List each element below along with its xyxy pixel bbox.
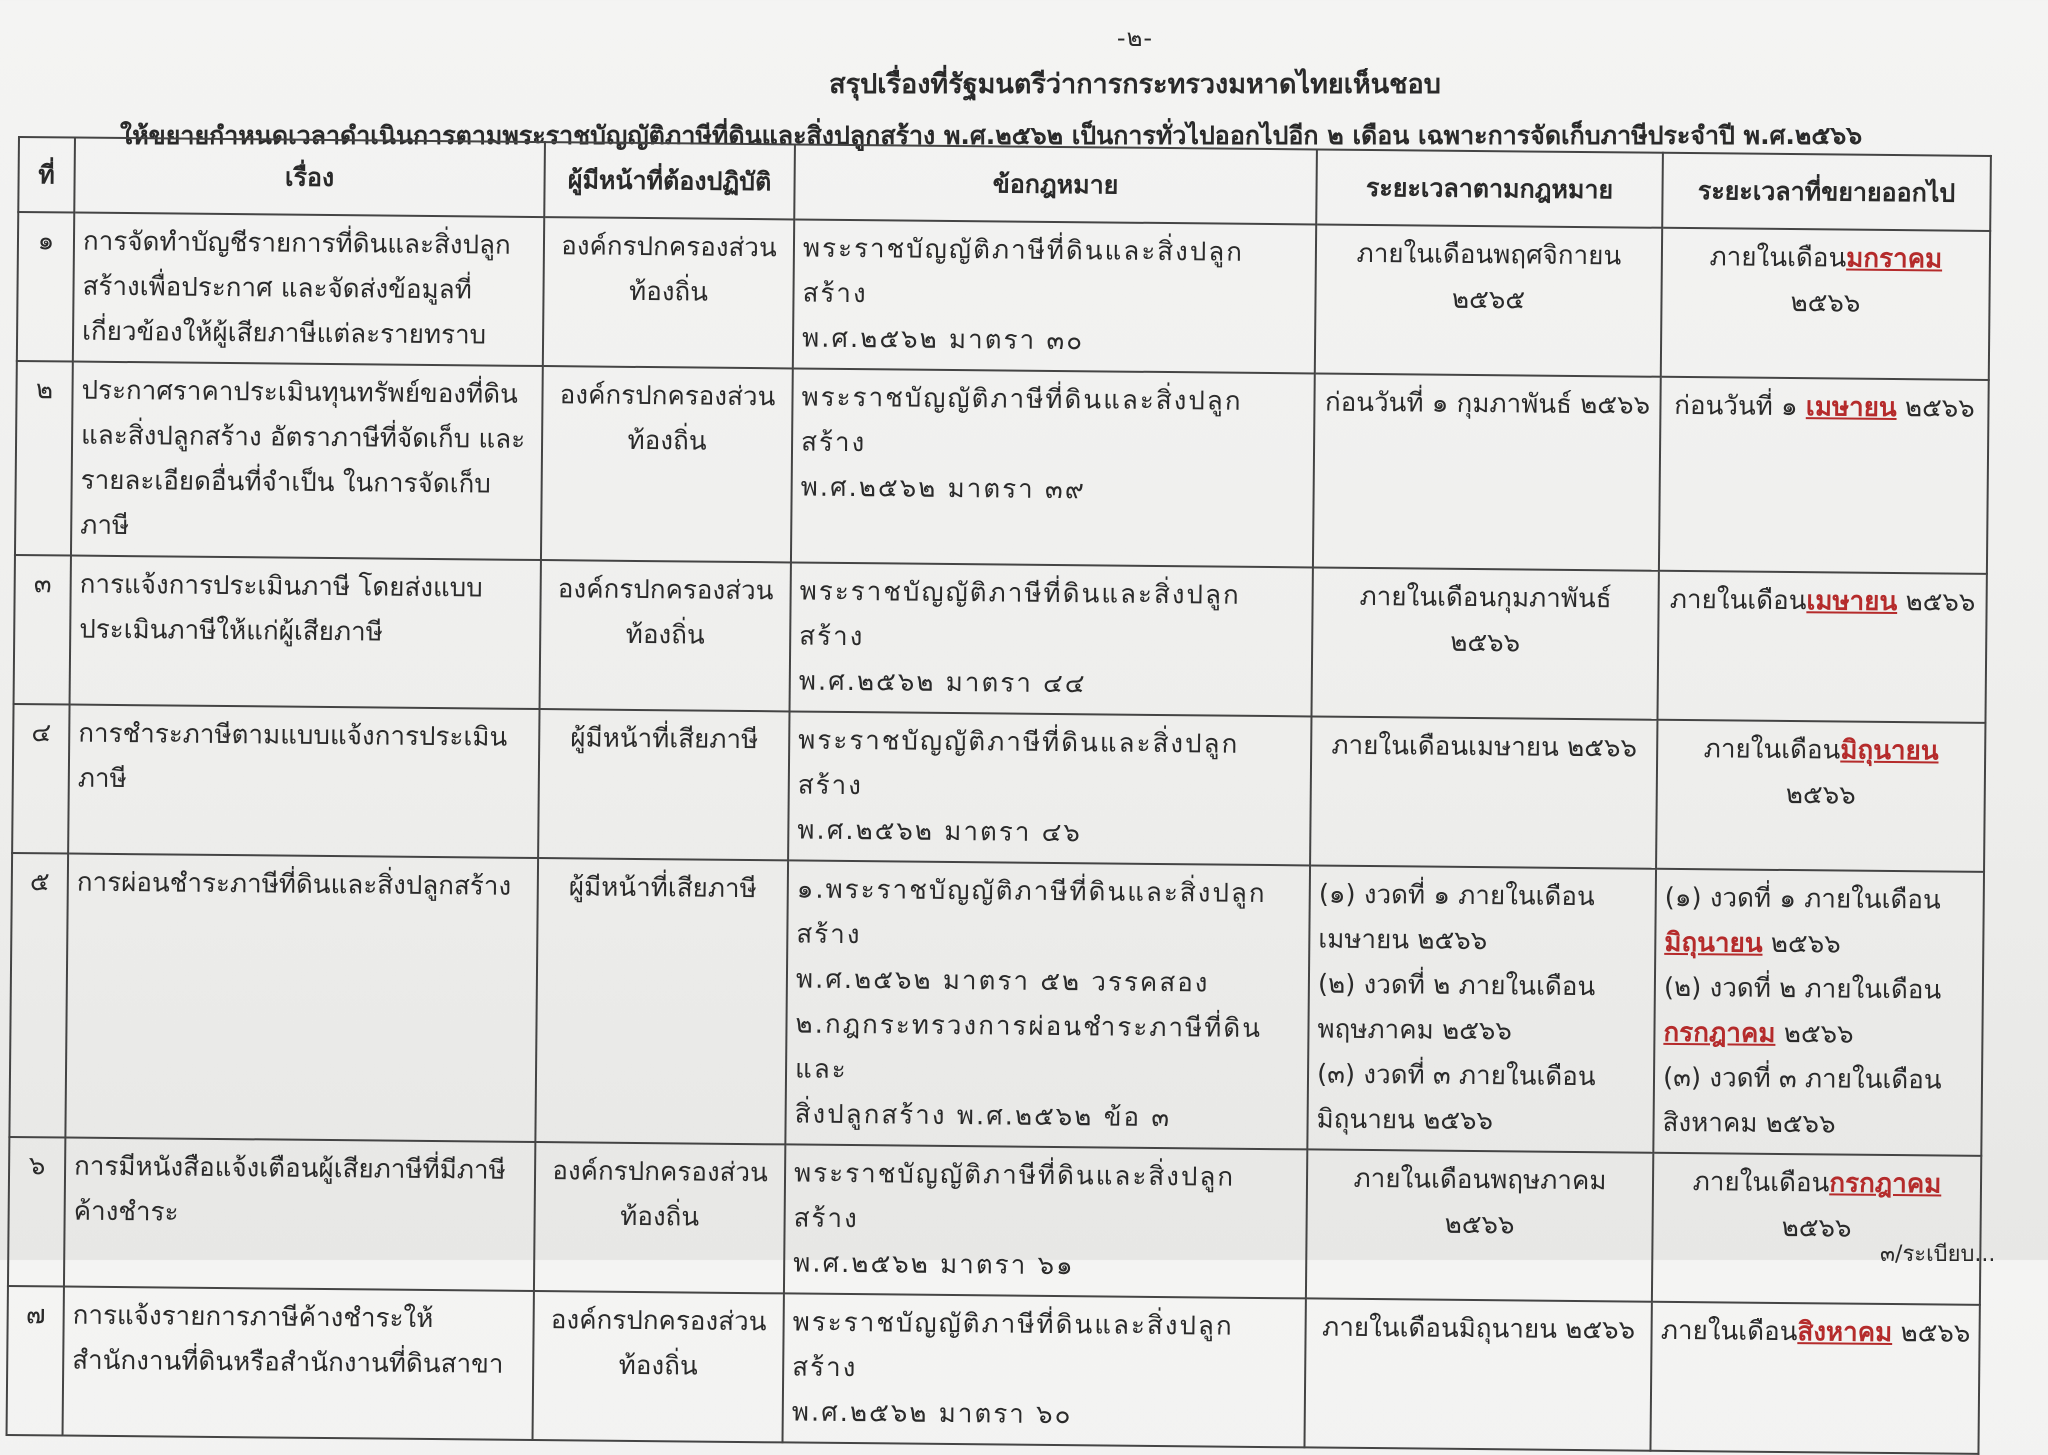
row-extended-period — [1652, 1153, 1981, 1305]
extended-month-highlight: มิถุนายน — [1664, 928, 1763, 959]
row-extended-period — [1661, 228, 1990, 380]
row-responsible: ผู้มีหน้าที่เสียภาษี — [535, 858, 788, 1144]
law-line: ๑.พระราชบัญญัติภาษีที่ดินและสิ่งปลูกสร้าง — [796, 868, 1301, 963]
period-line: (๒) งวดที่ ๒ ภายในเดือน — [1318, 963, 1646, 1011]
period-line: พฤษภาคม ๒๕๖๖ — [1317, 1008, 1645, 1056]
row-subject: ประกาศราคาประเมินทุนทรัพย์ของที่ดินและสิ่งปลูกสร้าง อัตราภาษีที่จัดเก็บ และรายละเอียดอื่นที่จำเป็น ในการจัดเก็บภาษี — [71, 362, 543, 561]
period-line: (๑) งวดที่ ๑ ภายในเดือน — [1319, 873, 1647, 921]
row-subject: การมีหนังสือแจ้งเตือนผู้เสียภาษีที่มีภาษีค้างชำระ — [64, 1138, 535, 1292]
extended-prefix: ภายในเดือน — [1709, 242, 1846, 273]
extended-month-highlight: มกราคม — [1846, 244, 1942, 275]
row-legal-period: ภายในเดือนกุมภาพันธ์ ๒๕๖๖ — [1311, 567, 1658, 719]
extended-suffix: ๒๕๖๖ — [1892, 1318, 1970, 1349]
document-title: สรุปเรื่องที่รัฐมนตรีว่าการกระทรวงมหาดไทยเห็นชอบ — [0, 62, 2048, 105]
extension-table — [6, 136, 1992, 1455]
row-extended-period — [1653, 869, 1984, 1156]
row-law — [790, 562, 1313, 716]
extended-line — [1665, 876, 1975, 924]
period-line: เมษายน ๒๕๖๖ — [1318, 918, 1646, 966]
law-line: ๒.กฎกระทรวงการผ่อนชำระภาษีที่ดินและ — [795, 1003, 1300, 1098]
row-law — [793, 219, 1316, 373]
row-number: ๓ — [14, 555, 71, 705]
extended-line — [1664, 921, 1974, 969]
row-number: ๖ — [8, 1137, 65, 1287]
row-extended-period — [1659, 377, 1989, 574]
row-responsible: องค์กรปกครองส่วนท้องถิ่น — [533, 1291, 784, 1442]
law-line: พระราชบัญญัติภาษีที่ดินและสิ่งปลูกสร้าง — [793, 1151, 1298, 1246]
extended-prefix: ภายในเดือน — [1670, 585, 1807, 616]
extended-suffix: ๒๕๖๖ — [1782, 1213, 1852, 1244]
extended-prefix: (๒) งวดที่ ๒ ภายในเดือน — [1664, 973, 1942, 1006]
law-line: พระราชบัญญัติภาษีที่ดินและสิ่งปลูกสร้าง — [798, 719, 1303, 814]
period-line: (๓) งวดที่ ๓ ภายในเดือน — [1317, 1053, 1645, 1101]
table-row — [15, 361, 1989, 574]
table-row — [9, 853, 1984, 1156]
table-row — [17, 212, 1990, 380]
row-extended-period — [1656, 720, 1985, 872]
law-line: พ.ศ.๒๕๖๒ มาตรา ๓๙ — [800, 466, 1304, 516]
row-responsible: องค์กรปกครองส่วนท้องถิ่น — [540, 560, 791, 711]
law-line: พระราชบัญญัติภาษีที่ดินและสิ่งปลูกสร้าง — [799, 570, 1304, 665]
row-responsible: ผู้มีหน้าที่เสียภาษี — [538, 709, 789, 860]
extended-suffix: ๒๕๖๖ — [1897, 393, 1975, 424]
document-subtitle: ให้ขยายกำหนดเวลาดำเนินการตามพระราชบัญญัติภาษีที่ดินและสิ่งปลูกสร้าง พ.ศ.๒๕๖๒ เป็นการทั่วไปออกไปอีก ๒ เดือน เฉพาะการจัดเก็บภาษีประจำปี พ.ศ.๒๕๖๖ — [120, 116, 2020, 156]
row-number: ๗ — [7, 1286, 64, 1436]
extended-prefix: (๑) งวดที่ ๑ ภายในเดือน — [1665, 883, 1941, 916]
page-continuation: ๓/ระเบียบ... — [1880, 1236, 1995, 1271]
table-row — [7, 1286, 1980, 1454]
law-line: พระราชบัญญัติภาษีที่ดินและสิ่งปลูกสร้าง — [802, 227, 1307, 322]
row-legal-period: ภายในเดือนมิถุนายน ๒๕๖๖ — [1304, 1298, 1651, 1450]
law-line: พ.ศ.๒๕๖๒ มาตรา ๓๐ — [802, 317, 1306, 367]
row-legal-period: ภายในเดือนพฤษภาคม ๒๕๖๖ — [1306, 1149, 1653, 1301]
row-law — [785, 860, 1310, 1149]
extended-prefix: ภายในเดือน — [1661, 1316, 1798, 1347]
header-subject: เรื่อง — [74, 138, 545, 218]
law-line: พ.ศ.๒๕๖๒ มาตรา ๔๔ — [799, 660, 1303, 710]
extended-month-highlight: กรกฎาคม — [1829, 1168, 1941, 1199]
extended-month-highlight: มิถุนายน — [1840, 736, 1939, 767]
extended-prefix: ภายในเดือน — [1693, 1167, 1830, 1198]
row-subject: การผ่อนชำระภาษีที่ดินและสิ่งปลูกสร้าง — [65, 854, 538, 1142]
extended-suffix: ๒๕๖๖ — [1790, 288, 1860, 319]
table-row — [8, 1137, 1981, 1305]
header-no: ที่ — [18, 137, 75, 213]
extended-month-highlight: เมษายน — [1806, 392, 1897, 423]
row-legal-period: ภายในเดือนเมษายน ๒๕๖๖ — [1310, 716, 1657, 868]
row-law — [788, 711, 1311, 865]
row-subject: การแจ้งรายการภาษีค้างชำระให้สำนักงานที่ดินหรือสำนักงานที่ดินสาขา — [63, 1286, 534, 1440]
extended-suffix: ๒๕๖๖ — [1897, 587, 1975, 618]
law-line: พระราชบัญญัติภาษีที่ดินและสิ่งปลูกสร้าง — [801, 376, 1306, 471]
row-number: ๑ — [17, 212, 74, 362]
header-responsible: ผู้มีหน้าที่ต้องปฏิบัติ — [544, 142, 795, 219]
table-row — [14, 555, 1987, 723]
row-responsible: องค์กรปกครองส่วนท้องถิ่น — [543, 217, 794, 368]
row-responsible: องค์กรปกครองส่วนท้องถิ่น — [534, 1142, 785, 1293]
row-extended-period — [1650, 1302, 1979, 1454]
law-line: สิ่งปลูกสร้าง พ.ศ.๒๕๖๒ ข้อ ๓ — [794, 1093, 1298, 1143]
extended-line — [1663, 1011, 1973, 1059]
extended-line — [1662, 1101, 1972, 1149]
row-responsible: องค์กรปกครองส่วนท้องถิ่น — [541, 366, 793, 562]
law-line: พระราชบัญญัติภาษีที่ดินและสิ่งปลูกสร้าง — [792, 1300, 1297, 1395]
row-legal-period: ภายในเดือนพฤศจิกายน ๒๕๖๕ — [1315, 224, 1662, 376]
extended-suffix: ๒๕๖๖ — [1786, 780, 1856, 811]
extended-suffix: ๒๕๖๖ — [1775, 1019, 1853, 1050]
extended-prefix: (๓) งวดที่ ๓ ภายในเดือน — [1663, 1063, 1942, 1096]
law-line: พ.ศ.๒๕๖๒ มาตรา ๖๑ — [793, 1241, 1297, 1291]
header-law: ข้อกฎหมาย — [794, 144, 1317, 224]
law-line: พ.ศ.๒๕๖๒ มาตรา ๕๒ วรรคสอง — [796, 958, 1300, 1008]
extended-month-highlight: สิงหาคม — [1797, 1317, 1892, 1348]
extended-prefix: ภายในเดือน — [1704, 734, 1841, 765]
period-line: มิถุนายน ๒๕๖๖ — [1316, 1098, 1644, 1146]
extended-month-highlight: กรกฎาคม — [1663, 1018, 1775, 1049]
row-number: ๔ — [12, 704, 69, 854]
extended-line — [1663, 1056, 1973, 1104]
extended-suffix: ๒๕๖๖ — [1762, 929, 1840, 960]
row-law — [784, 1144, 1307, 1298]
header-legal-period: ระยะเวลาตามกฎหมาย — [1316, 149, 1663, 227]
row-law — [782, 1293, 1305, 1447]
page-number: -๒- — [0, 18, 2048, 57]
row-legal-period: ก่อนวันที่ ๑ กุมภาพันธ์ ๒๕๖๖ — [1313, 373, 1661, 570]
extended-line — [1664, 966, 1974, 1014]
row-number: ๕ — [9, 853, 68, 1138]
extended-prefix: ก่อนวันที่ ๑ — [1674, 391, 1806, 422]
table-row — [12, 704, 1985, 872]
row-extended-period — [1657, 571, 1986, 723]
row-law — [791, 368, 1315, 567]
law-line: พ.ศ.๒๕๖๒ มาตรา ๔๖ — [797, 809, 1301, 859]
law-line: พ.ศ.๒๕๖๒ มาตรา ๖๐ — [792, 1390, 1296, 1440]
row-subject: การแจ้งการประเมินภาษี โดยส่งแบบประเมินภาษีให้แก่ผู้เสียภาษี — [70, 556, 541, 710]
row-subject: การจัดทำบัญชีรายการที่ดินและสิ่งปลูกสร้างเพื่อประกาศ และจัดส่งข้อมูลที่เกี่ยวข้องให้ผู้เสียภาษีแต่ละรายทราบ — [73, 213, 544, 367]
extended-prefix: สิงหาคม ๒๕๖๖ — [1662, 1108, 1835, 1140]
header-extended-period: ระยะเวลาที่ขยายออกไป — [1662, 153, 1991, 231]
row-subject: การชำระภาษีตามแบบแจ้งการประเมินภาษี — [68, 705, 539, 859]
row-number: ๒ — [15, 361, 73, 556]
row-legal-period — [1307, 865, 1656, 1152]
extended-month-highlight: เมษายน — [1806, 586, 1897, 617]
